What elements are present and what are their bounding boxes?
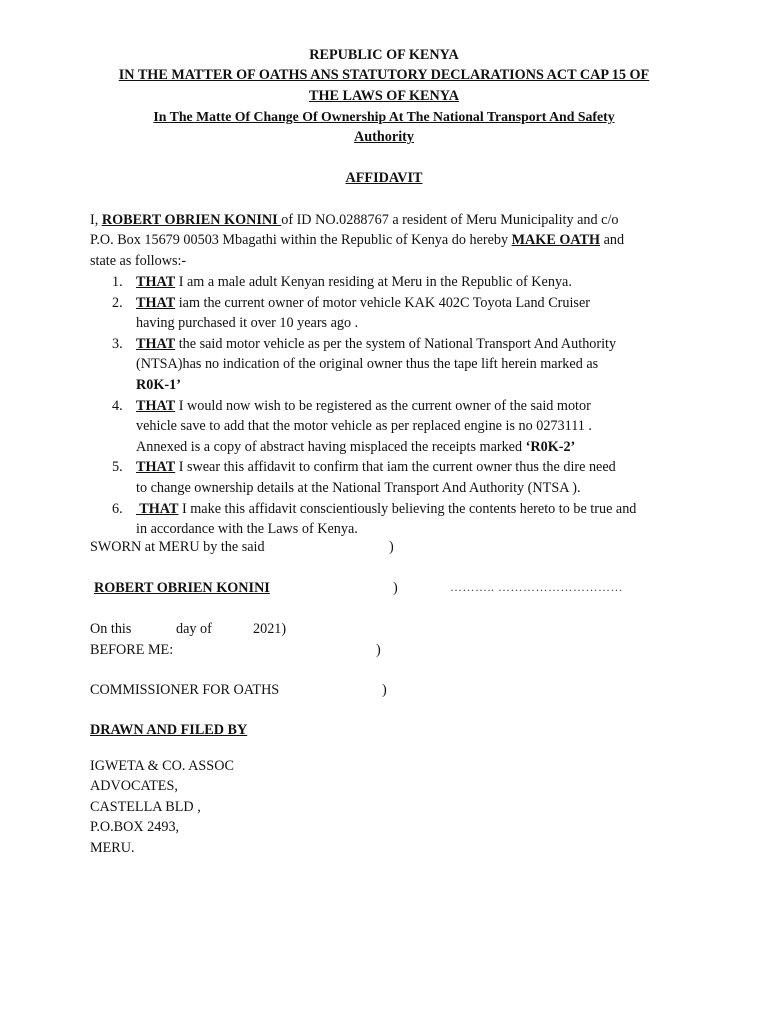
- sworn-paren-1: ): [389, 539, 394, 555]
- day-of-label: day of: [176, 621, 212, 637]
- intro-address-text: P.O. Box 15679 00503 Mbagathi within the Republic of Kenya do hereby: [90, 232, 512, 249]
- item-number: 1.: [112, 274, 123, 290]
- item-text: I would now wish to be registered as the current owner of the said motor: [175, 397, 591, 414]
- list-item: [90, 457, 674, 498]
- intro-line-1: [90, 210, 674, 230]
- affidavit-title: AFFIDAVIT: [345, 170, 423, 186]
- affidavit-items: [90, 272, 674, 540]
- drawn-filed-address: [90, 756, 234, 858]
- item-number: 6.: [112, 500, 123, 517]
- item-text: I am a male adult Kenyan residing at Meru in the Republic of Kenya.: [175, 274, 572, 290]
- list-item: [90, 396, 674, 458]
- address-line: IGWETA & CO. ASSOC: [90, 758, 234, 774]
- address-line: MERU.: [90, 839, 135, 856]
- year-text: 2021): [253, 621, 287, 637]
- intro-and: and: [600, 232, 625, 249]
- item-number: 5.: [112, 459, 123, 476]
- item-keyword: THAT: [136, 335, 176, 352]
- item-text: vehicle save to add that the motor vehicle as per replaced engine is no 0273111 .: [136, 418, 592, 435]
- deponent-signature-name: ROBERT OBRIEN KONINI: [94, 580, 270, 596]
- item-keyword: THAT: [136, 500, 179, 517]
- sworn-paren-2: ): [393, 580, 398, 596]
- intro-prefix: I,: [90, 212, 102, 228]
- before-me-label: BEFORE ME:: [90, 642, 174, 658]
- intro-line-3: state as follows:-: [90, 252, 187, 269]
- address-line: CASTELLA BLD ,: [90, 798, 201, 815]
- sworn-text: SWORN at MERU by the said: [90, 539, 265, 555]
- sworn-paren-4: ): [382, 682, 387, 698]
- commissioner-label: COMMISSIONER FOR OATHS: [90, 682, 280, 698]
- item-text: the said motor vehicle as per the system of National Transport And Authority: [175, 335, 617, 352]
- intro-id-text: of ID NO.0288767 a resident of Meru Municipality and c/o: [281, 212, 619, 228]
- item-keyword: THAT: [136, 274, 176, 290]
- header-laws-of-kenya: THE LAWS OF KENYA: [309, 88, 459, 104]
- drawn-filed-heading: DRAWN AND FILED BY: [90, 722, 248, 738]
- annex-mark: R0K-1’: [136, 376, 181, 393]
- item-text: Annexed is a copy of abstract having misplaced the receipts marked: [136, 438, 526, 455]
- address-line: ADVOCATES,: [90, 778, 178, 795]
- item-keyword: THAT: [136, 397, 176, 414]
- item-keyword: THAT: [136, 459, 176, 476]
- list-item: [90, 334, 674, 396]
- deponent-name: ROBERT OBRIEN KONINI: [101, 212, 282, 228]
- intro-line-2: [90, 230, 674, 250]
- intro-paragraph: [90, 210, 674, 271]
- signature-line: ……….. …………………………: [450, 580, 623, 594]
- list-item: [90, 293, 674, 334]
- item-text: to change ownership details at the National Transport And Authority (NTSA ).: [136, 479, 581, 496]
- item-text: (NTSA)has no indication of the original owner thus the tape lift herein marked as: [136, 356, 599, 373]
- item-text: I swear this affidavit to confirm that iam the current owner thus the dire need: [175, 459, 616, 476]
- address-line: P.O.BOX 2493,: [90, 819, 180, 836]
- list-item: [90, 272, 674, 293]
- item-number: 4.: [112, 397, 123, 414]
- header-matter-of-oaths: IN THE MATTER OF OATHS ANS STATUTORY DECLARATIONS ACT CAP 15 OF: [118, 67, 650, 83]
- item-text: having purchased it over 10 years ago .: [136, 315, 359, 332]
- item-text: in accordance with the Laws of Kenya.: [136, 521, 358, 538]
- sworn-paren-3: ): [376, 642, 381, 658]
- header-change-of-ownership: In The Matte Of Change Of Ownership At The National Transport And Safety: [153, 109, 615, 124]
- item-number: 3.: [112, 335, 123, 352]
- on-this-label: On this: [90, 621, 132, 637]
- item-text: iam the current owner of motor vehicle KAK 402C Toyota Land Cruiser: [175, 294, 590, 311]
- annex-mark: ‘R0K-2’: [525, 438, 576, 455]
- header-republic: REPUBLIC OF KENYA: [309, 47, 459, 63]
- make-oath: MAKE OATH: [511, 232, 601, 249]
- item-number: 2.: [112, 294, 123, 311]
- header-authority: Authority: [354, 129, 414, 145]
- item-keyword: THAT: [136, 294, 176, 311]
- list-item: [90, 499, 674, 540]
- item-text: I make this affidavit conscientiously believing the contents hereto to be true and: [178, 500, 637, 517]
